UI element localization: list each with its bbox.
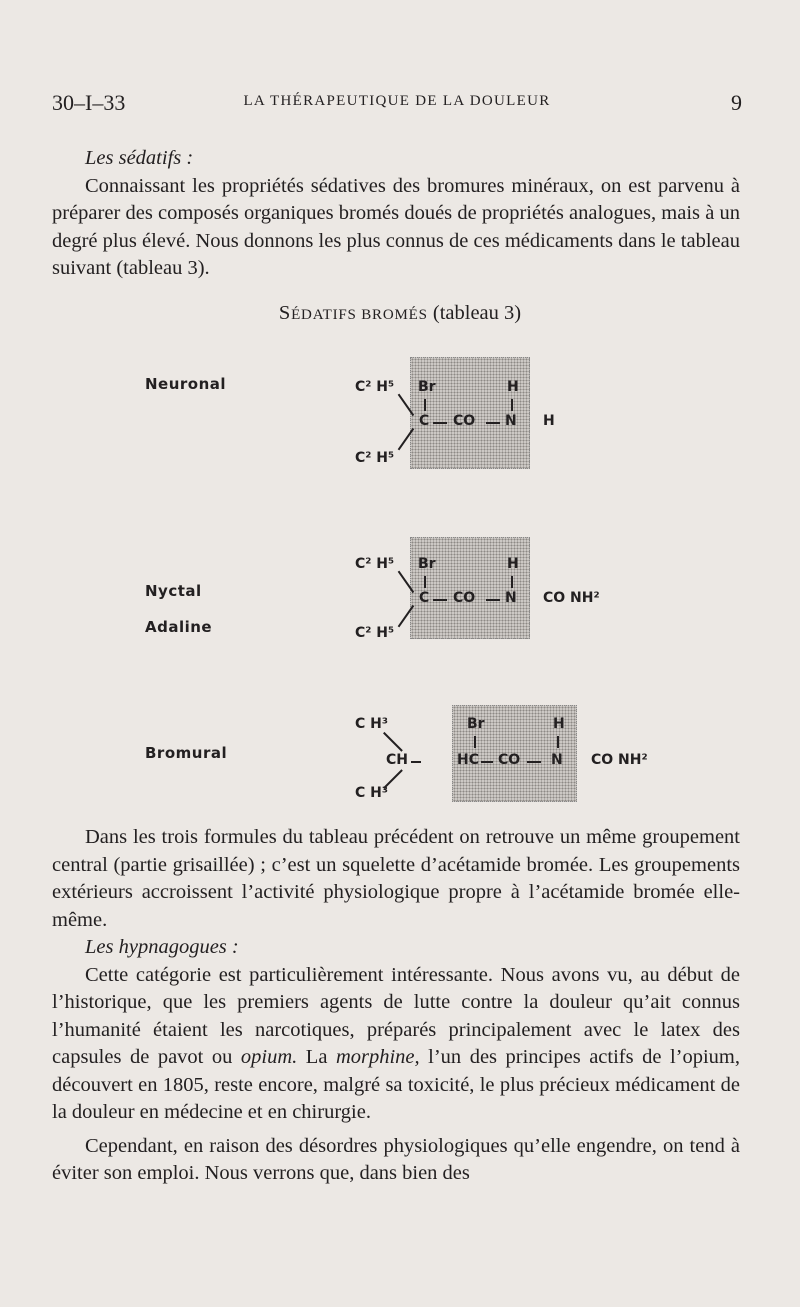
table-title: SÉDATIFS BROMÉS [278, 302, 428, 324]
table-number: (tableau 3) [432, 302, 522, 324]
bond [411, 761, 421, 763]
bond [527, 761, 541, 763]
paragraph [52, 962, 740, 1127]
section-sedatifs [52, 145, 740, 283]
header-date: 30–I–33 [52, 90, 126, 115]
bond [511, 399, 513, 411]
compound-label: Nyctal [145, 582, 202, 600]
atom: C² H⁵ [355, 556, 395, 572]
text-run: La [297, 1046, 336, 1068]
atom: C [419, 590, 430, 606]
compound-label: Neuronal [145, 375, 227, 393]
atom: Br [418, 379, 436, 395]
bond [557, 736, 559, 748]
atom: C² H⁵ [355, 450, 395, 466]
bond [474, 736, 476, 748]
atom: C² H⁵ [355, 625, 395, 641]
paragraph: Connaissant les propriétés sédatives des bromures minéraux, on est parvenu à préparer des composés organiques bromés doués de propriétés analogues, mais à un degré plus élevé. Nous donnons les plus connus de ces médicaments dans le tableau suivant (tableau 3). [52, 174, 740, 279]
bond [424, 399, 426, 411]
atom: CH [386, 752, 408, 768]
bond [486, 599, 500, 601]
atom: CO NH² [591, 752, 648, 768]
running-header [52, 90, 742, 122]
compound-label: Bromural [145, 744, 228, 762]
text-run: l’un des principes actifs de l’opium, découvert en 1805, reste encore, malgré sa toxicité, le plus précieux médicament de la douleur en médecine et en chirurgie. [52, 1046, 740, 1123]
bond [481, 761, 493, 763]
atom: N [551, 752, 563, 768]
compound-label: Adaline [145, 618, 213, 636]
bond [511, 576, 513, 588]
section-heading: Les sédatifs : [85, 147, 194, 169]
atom: H [507, 379, 519, 395]
bond [433, 599, 447, 601]
atom: Br [418, 556, 436, 572]
bond [433, 422, 447, 424]
atom: Br [467, 716, 485, 732]
atom: H [543, 413, 555, 429]
atom: CO [453, 590, 476, 606]
atom: C H³ [355, 785, 388, 801]
grey-group [410, 537, 530, 639]
atom: HC [457, 752, 479, 768]
atom: H [507, 556, 519, 572]
table-caption [0, 302, 800, 325]
section-hypnagogues [52, 824, 740, 1188]
atom: C² H⁵ [355, 379, 395, 395]
bond [424, 576, 426, 588]
atom: C H³ [355, 716, 388, 732]
italic-term: opium. [240, 1046, 298, 1068]
paragraph: Dans les trois formules du tableau précédent on retrouve un même groupement central (partie grisaillée) ; c’est un squelette d’acétamide bromée. Les groupements extérieurs accroissent l’activité physiologique propre à l’acétamide bromée elle-même. [52, 826, 740, 931]
atom: CO [498, 752, 521, 768]
section-heading: Les hypnagogues : [85, 936, 239, 958]
bond [486, 422, 500, 424]
atom: H [553, 716, 565, 732]
header-title: LA THÉRAPEUTIQUE DE LA DOULEUR [243, 93, 551, 109]
atom: CO NH² [543, 590, 600, 606]
italic-term: morphine, [335, 1046, 420, 1068]
atom: N [505, 413, 517, 429]
atom: CO [453, 413, 476, 429]
bond [383, 732, 402, 751]
page-number: 9 [731, 90, 742, 115]
atom: N [505, 590, 517, 606]
paragraph: Cependant, en raison des désordres physiologiques qu’elle engendre, on tend à éviter son emploi. Nous verrons que, dans bien des [52, 1134, 740, 1184]
atom: C [419, 413, 430, 429]
text-run: Cette catégorie est particulièrement intéressante. Nous avons vu, au début de l’historique, que les premiers agents de lutte contre la douleur qu’ait connus l’humanité étaient les narcotiques, préparés principalement avec le latex des capsules de pavot ou [52, 963, 740, 1068]
